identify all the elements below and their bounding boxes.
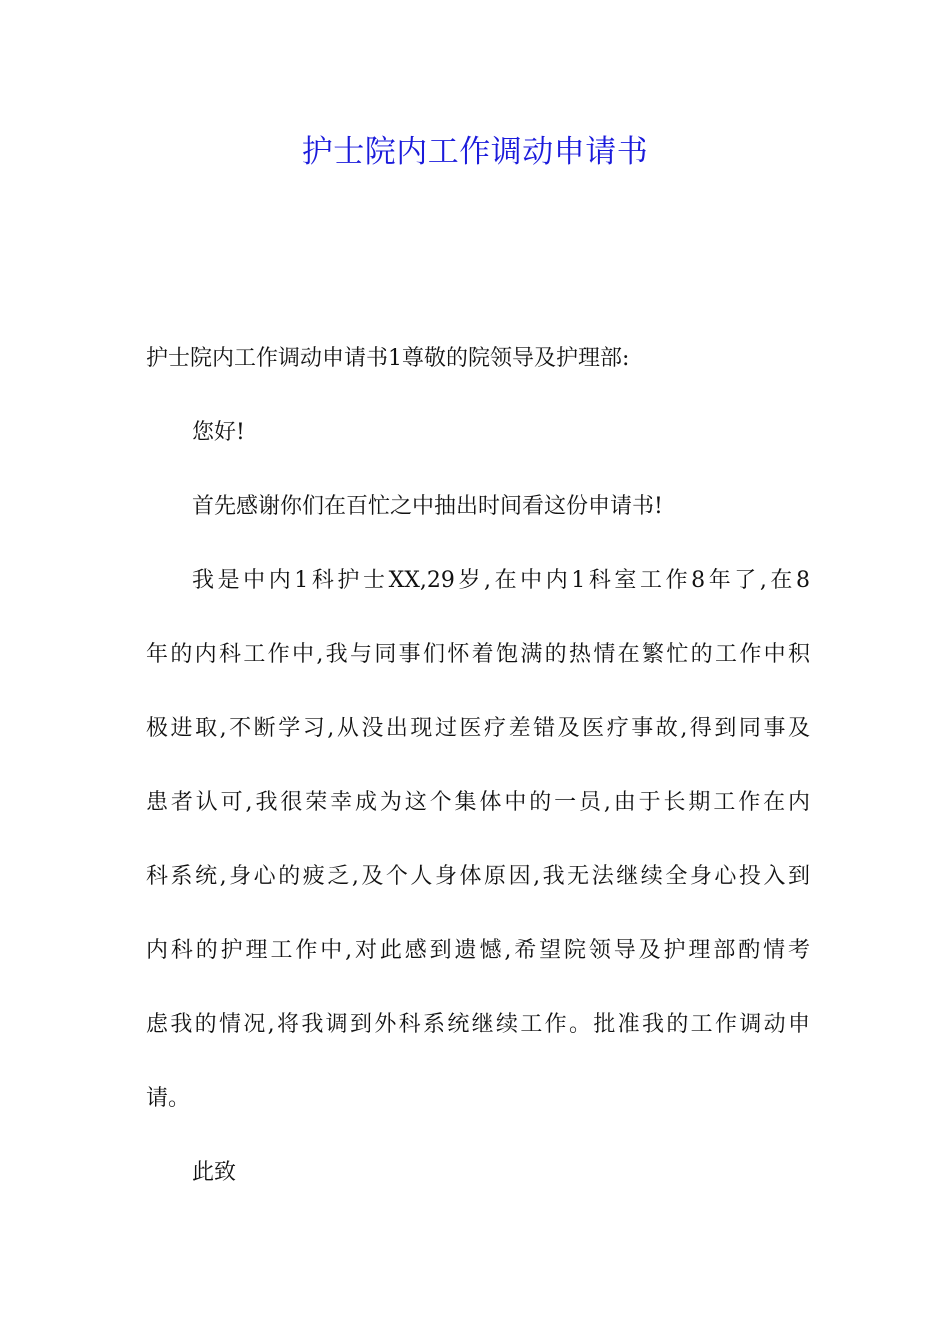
closing-line: 此致	[192, 1160, 237, 1185]
body-line: 年的内科工作中,我与同事们怀着饱满的热情在繁忙的工作中积	[146, 642, 810, 667]
greeting-line: 您好!	[192, 420, 245, 445]
document-title: 护士院内工作调动申请书	[301, 134, 649, 170]
body-line-last: 请。	[146, 1086, 191, 1111]
body-line: 我是中内1科护士XX,29岁,在中内1科室工作8年了,在8	[192, 568, 810, 593]
body-line: 内科的护理工作中,对此感到遗憾,希望院领导及护理部酌情考	[146, 938, 810, 963]
body-line: 虑我的情况,将我调到外科系统继续工作。批准我的工作调动申	[146, 1012, 810, 1037]
body-line: 科系统,身心的疲乏,及个人身体原因,我无法继续全身心投入到	[146, 864, 810, 889]
body-line: 患者认可,我很荣幸成为这个集体中的一员,由于长期工作在内	[146, 790, 810, 815]
intro-paragraph: 首先感谢你们在百忙之中抽出时间看这份申请书!	[192, 494, 663, 519]
body-line: 极进取,不断学习,从没出现过医疗差错及医疗事故,得到同事及	[146, 716, 810, 741]
salutation-line: 护士院内工作调动申请书1尊敬的院领导及护理部:	[146, 346, 630, 371]
document-body	[146, 322, 810, 1210]
